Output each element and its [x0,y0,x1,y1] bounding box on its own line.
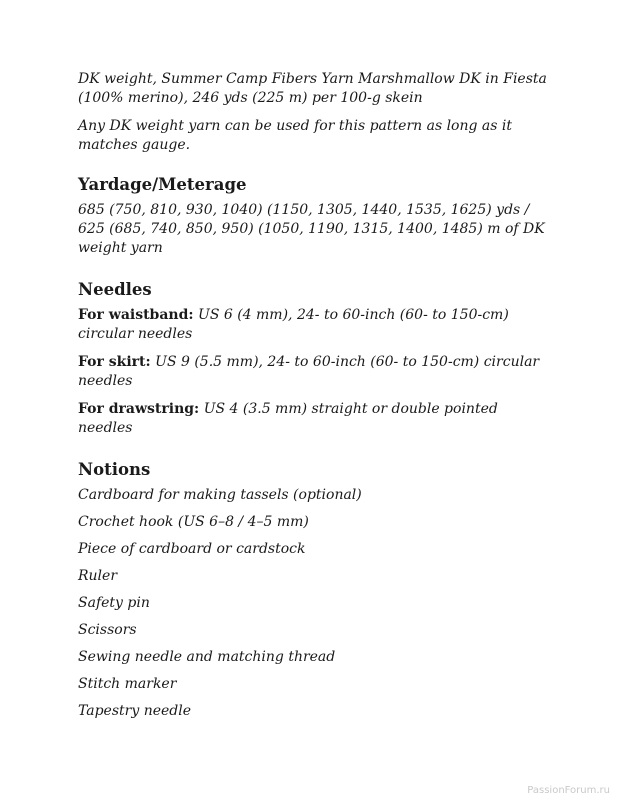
list-item: Safety pin [78,595,150,611]
list-item: Crochet hook (US 6–8 / 4–5 mm) [78,514,309,530]
yarn-substitution-note: Any DK weight yarn can be used for this pattern as long as it matches gauge. [78,118,512,153]
document-page [78,70,548,729]
needles-item-text: US 6 (4 mm), 24- to 60-inch (60- to 150-cm) circular needles [78,307,509,342]
needles-item-label: For waistband: [78,307,194,323]
needles-item-label: For drawstring: [78,401,200,417]
needles-item-label: For skirt: [78,354,151,370]
list-item: Tapestry needle [78,703,192,719]
yardage-text: 685 (750, 810, 930, 1040) (1150, 1305, 1440, 1535, 1625) yds / 625 (685, 740, 850, 950) (1050, 1190, 1315, 1400, 1485) m of DK weight yarn [78,202,545,256]
needles-item-text: US 4 (3.5 mm) straight or double pointed needles [78,401,498,436]
list-item: Scissors [78,622,137,638]
yardage-heading: Yardage/Meterage [78,175,247,194]
needles-item-skirt [78,353,548,391]
list-item: Piece of cardboard or cardstock [78,541,306,557]
list-item: Ruler [78,568,118,584]
list-item: Sewing needle and matching thread [78,649,336,665]
list-item: Stitch marker [78,676,177,692]
notions-heading: Notions [78,460,151,479]
needles-heading: Needles [78,280,152,299]
needles-item-waistband [78,306,548,344]
yarn-description: DK weight, Summer Camp Fibers Yarn Marshmallow DK in Fiesta (100% merino), 246 yds (225 m) per 100-g skein [78,71,547,106]
needles-item-text: US 9 (5.5 mm), 24- to 60-inch (60- to 150-cm) circular needles [78,354,540,389]
notions-list [78,486,548,721]
list-item: Cardboard for making tassels (optional) [78,487,362,503]
watermark: PassionForum.ru [527,785,610,796]
needles-item-drawstring [78,400,548,438]
